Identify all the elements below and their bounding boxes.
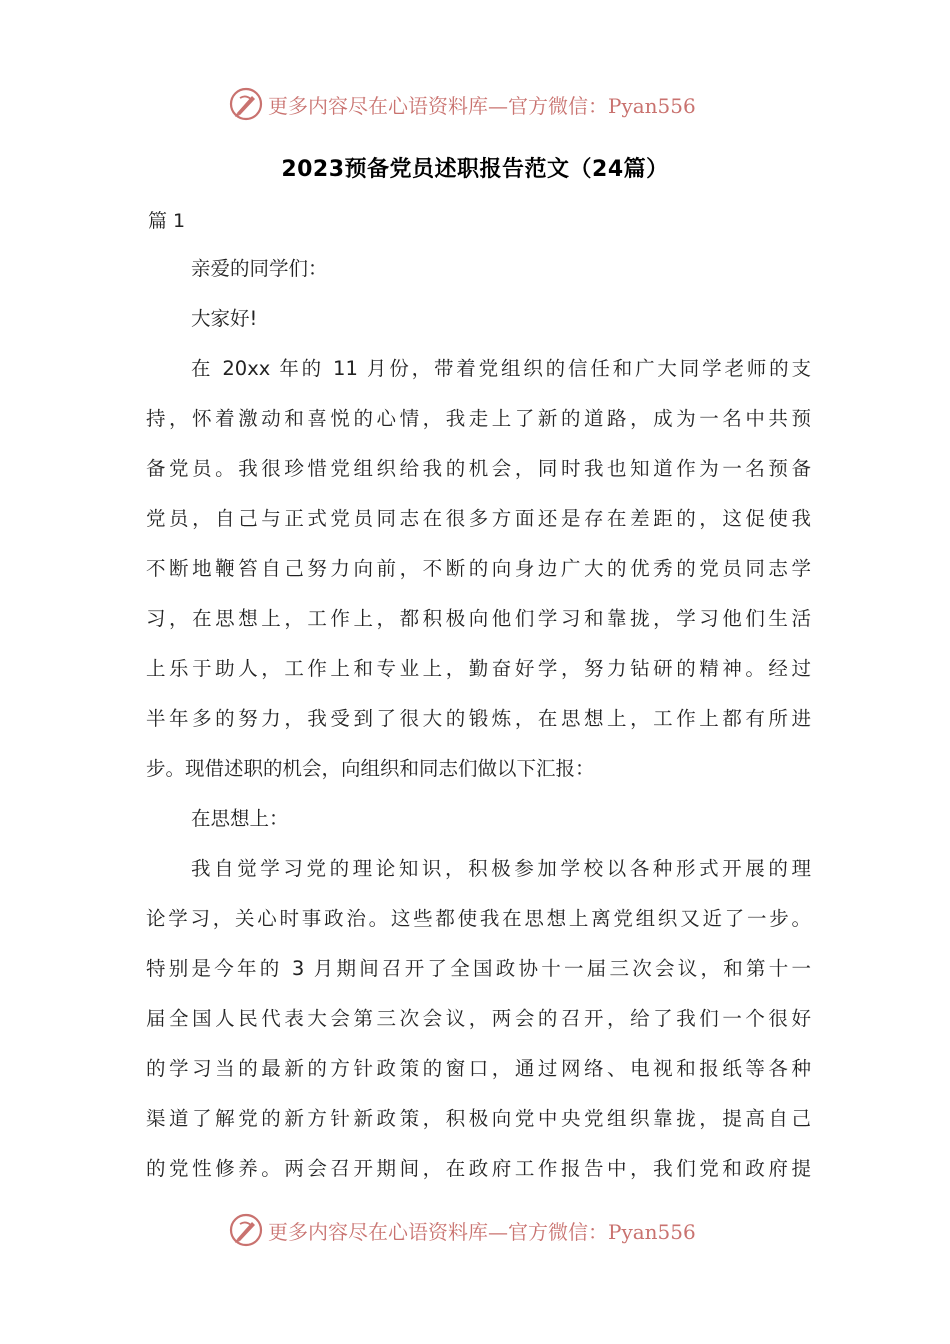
- paragraph-line: 上乐于助人，工作上和专业上，勤奋好学，努力钻研的精神。经过: [146, 657, 811, 680]
- paragraph-line: 论学习，关心时事政治。这些都使我在思想上离党组织又近了一步。: [146, 907, 811, 930]
- paragraph-line: 在 20xx 年的 11 月份，带着党组织的信任和广大同学老师的支: [191, 357, 811, 380]
- paragraph-line: 半年多的努力，我受到了很大的锻炼，在思想上，工作上都有所进: [146, 707, 811, 730]
- paragraph-line: 届全国人民代表大会第三次会议，两会的召开，给了我们一个很好: [146, 1007, 811, 1030]
- header-banner: [228, 84, 696, 124]
- document-body: [146, 244, 811, 1194]
- document-title: 2023预备党员述职报告范文（24篇）: [281, 157, 669, 182]
- header-banner-text: 更多内容尽在心语资料库—官方微信：Pyan556: [268, 93, 696, 118]
- paragraph-line: 持，怀着激动和喜悦的心情，我走上了新的道路，成为一名中共预: [146, 407, 811, 430]
- paragraph-line: 渠道了解党的新方针新政策，积极向党中央党组织靠拢，提高自己: [146, 1107, 811, 1130]
- paragraph-line: 的学习当的最新的方针政策的窗口，通过网络、电视和报纸等各种: [146, 1057, 811, 1080]
- pen-seal-icon: [228, 1212, 264, 1248]
- subheading-line: 在思想上：: [191, 807, 289, 830]
- paragraph-line: 步。现借述职的机会，向组织和同志们做以下汇报：: [146, 757, 595, 780]
- paragraph-line: 不断地鞭笞自己努力向前，不断的向身边广大的优秀的党员同志学: [146, 557, 811, 580]
- paragraph-line: 党员，自己与正式党员同志在很多方面还是存在差距的，这促使我: [146, 507, 811, 530]
- paragraph-line: 我自觉学习党的理论知识，积极参加学校以各种形式开展的理: [191, 857, 811, 880]
- paragraph-line: 的党性修养。两会召开期间，在政府工作报告中，我们党和政府提: [146, 1157, 811, 1180]
- section-label: 篇 1: [148, 210, 186, 232]
- paragraph-line: 备党员。我很珍惜党组织给我的机会，同时我也知道作为一名预备: [146, 457, 811, 480]
- greeting-line: 大家好!: [191, 307, 258, 330]
- footer-banner-text: 更多内容尽在心语资料库—官方微信：Pyan556: [268, 1219, 696, 1244]
- footer-banner: [228, 1210, 696, 1250]
- salutation-line: 亲爱的同学们：: [191, 257, 328, 280]
- pen-seal-icon: [228, 86, 264, 122]
- paragraph-line: 特别是今年的 3 月期间召开了全国政协十一届三次会议，和第十一: [146, 957, 811, 980]
- paragraph-line: 习，在思想上，工作上，都积极向他们学习和靠拢，学习他们生活: [146, 607, 811, 630]
